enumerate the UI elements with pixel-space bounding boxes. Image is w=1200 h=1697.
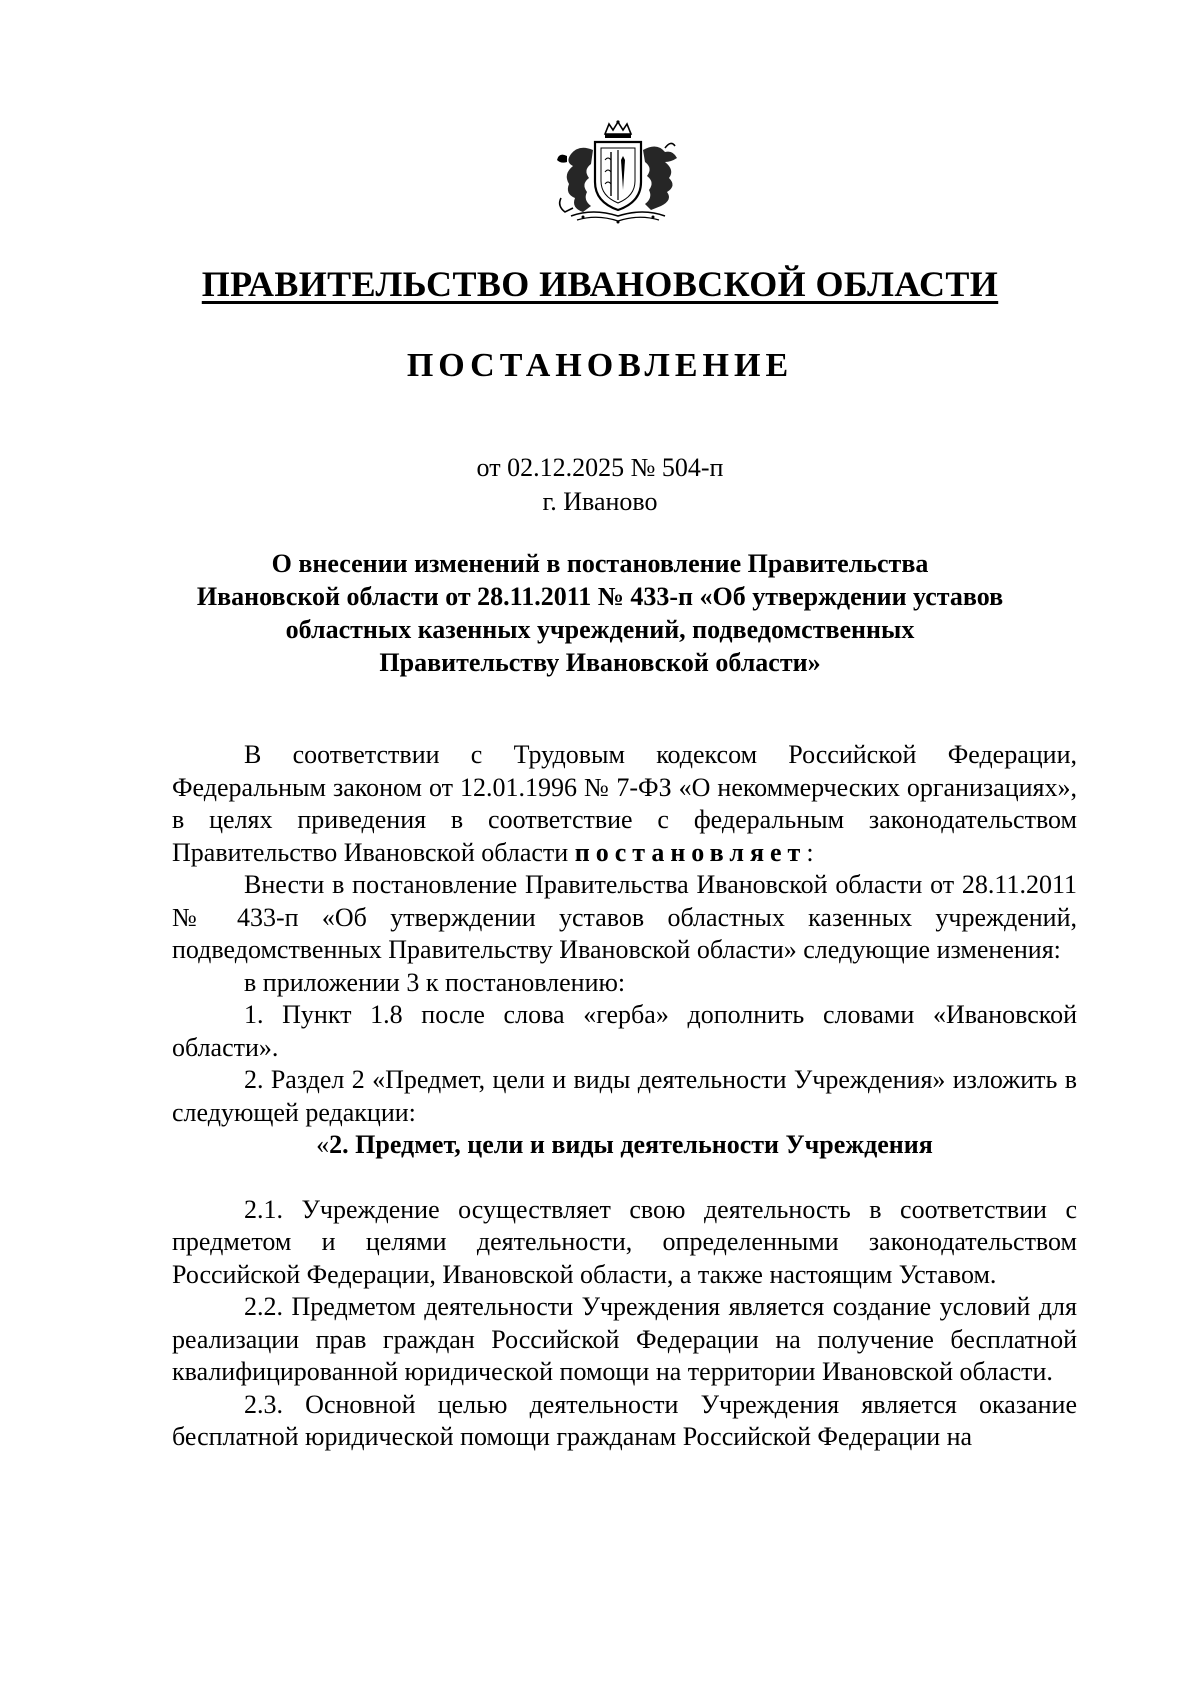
paragraph-preamble <box>172 739 1077 869</box>
paragraph-amendment-intro: Внести в постановление Правительства Ивановской области от 28.11.2011 № 433-п «Об утверждении уставов областных казенных учреждений, подведомственных Правительству Ивановской области» следующие изменения: <box>172 870 1077 964</box>
decree-title-line: Правительству Ивановской области» <box>379 648 821 677</box>
decree-title-line: областных казенных учреждений, подведомственных <box>285 615 915 644</box>
decree-title-line: О внесении изменений в постановление Правительства <box>271 549 929 578</box>
city: г. Иваново <box>542 487 658 516</box>
paragraph-item-2: 2. Раздел 2 «Предмет, цели и виды деятельности Учреждения» изложить в следующей редакции: <box>172 1065 1077 1127</box>
paragraph-2-1: 2.1. Учреждение осуществляет свою деятельность в соответствии с предметом и целями деятельности, определенными законодательством Российской Федерации, Ивановской области, а также настоящим Уставом. <box>172 1194 1077 1289</box>
section-heading-text: 2. Предмет, цели и виды деятельности Учреждения <box>329 1130 933 1159</box>
government-title <box>0 263 1200 305</box>
preamble-text: В соответствии с Трудовым кодексом Российской Федерации, Федеральным законом от 12.01.1996 № 7-ФЗ «О некоммерческих организациях», в целях приведения в соответствие с федеральным законодательством Правительство Ивановской области <box>172 740 1077 867</box>
decree-colon: : <box>806 837 814 867</box>
date-number: от 02.12.2025 № 504-п <box>476 453 724 482</box>
decree-title <box>130 547 1070 679</box>
section-open-quote: « <box>316 1130 330 1159</box>
document-body <box>172 739 1077 1454</box>
paragraph-item-1: 1. Пункт 1.8 после слова «герба» дополнить словами «Ивановской области». <box>172 1000 1077 1062</box>
section-heading <box>172 1129 1077 1162</box>
paragraph-appendix: в приложении 3 к постановлению: <box>244 967 626 997</box>
document-type: ПОСТАНОВЛЕНИЕ <box>406 347 794 384</box>
decree-title-line: Ивановской области от 28.11.2011 № 433-п «Об утверждении уставов <box>196 582 1004 611</box>
paragraph-2-3: 2.3. Основной целью деятельности Учреждения является оказание бесплатной юридической помощи гражданам Российской Федерации на <box>172 1389 1077 1451</box>
government-title-text: ПРАВИТЕЛЬСТВО ИВАНОВСКОЙ ОБЛАСТИ <box>201 264 999 304</box>
coat-of-arms-icon <box>553 120 683 225</box>
paragraph-2-2: 2.2. Предметом деятельности Учреждения является создание условий для реализации прав граждан Российской Федерации на получение бесплатной квалифицированной юридической помощи на территории Ивановской области. <box>172 1292 1077 1386</box>
decree-verb: постановляет <box>574 837 807 867</box>
